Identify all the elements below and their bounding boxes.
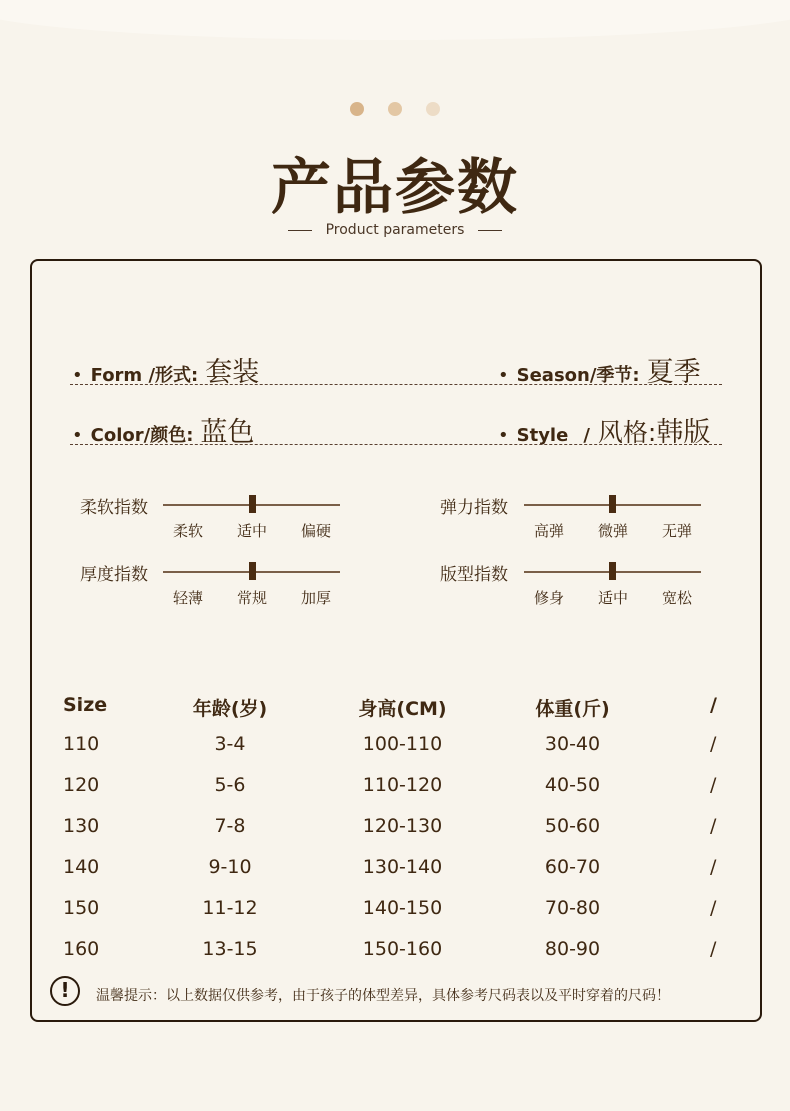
- dashed-divider: [70, 444, 722, 445]
- dot-icon: [426, 102, 440, 116]
- index-fit-marker: [609, 562, 616, 580]
- index-tick: 常规: [236, 589, 267, 607]
- bullet-icon: •: [498, 365, 509, 386]
- table-cell-weight: 80-90: [544, 938, 601, 960]
- dot-icon: [350, 102, 364, 116]
- attr-color-label: Color/颜色:: [90, 425, 194, 446]
- index-tick: 轻薄: [172, 589, 203, 607]
- table-cell-weight: 40-50: [544, 774, 601, 796]
- attr-color-value: 蓝色: [200, 417, 255, 448]
- attr-form-label: Form /形式:: [90, 365, 199, 386]
- table-cell-size: 150: [63, 897, 100, 919]
- attr-style-label: Style: [516, 425, 569, 446]
- subtitle-rule-right: [478, 230, 502, 231]
- table-cell-age: 3-4: [214, 733, 246, 755]
- subtitle-rule-left: [288, 230, 312, 231]
- index-tick: 高弹: [533, 522, 564, 540]
- dot-icon: [388, 102, 402, 116]
- attr-form-value: 套装: [205, 357, 260, 388]
- bullet-icon: •: [72, 365, 83, 386]
- index-thickness-label: 厚度指数: [80, 565, 148, 585]
- table-cell-size: 110: [63, 733, 100, 755]
- index-tick: 无弹: [661, 522, 692, 540]
- table-cell-height: 120-130: [362, 815, 443, 837]
- bullet-icon: •: [498, 425, 509, 446]
- index-tick: 修身: [533, 589, 564, 607]
- table-cell-weight: 50-60: [544, 815, 601, 837]
- table-cell-extra: /: [710, 938, 717, 960]
- decorative-dots: [350, 102, 450, 118]
- table-cell-size: 140: [63, 856, 100, 878]
- table-cell-height: 100-110: [362, 733, 443, 755]
- attr-season-value: 夏季: [646, 357, 701, 388]
- table-cell-height: 110-120: [362, 774, 443, 796]
- index-tick: 微弹: [597, 522, 628, 540]
- table-cell-size: 160: [63, 938, 100, 960]
- attr-season-label: Season/季节:: [516, 365, 640, 386]
- subtitle: [0, 222, 790, 238]
- size-table-header: 身高(CM): [358, 698, 447, 720]
- table-cell-age: 7-8: [214, 815, 246, 837]
- index-tick: 加厚: [300, 589, 331, 607]
- index-thickness-marker: [249, 562, 256, 580]
- table-cell-height: 150-160: [362, 938, 443, 960]
- table-cell-age: 13-15: [202, 938, 258, 960]
- table-cell-weight: 70-80: [544, 897, 601, 919]
- index-tick: 柔软: [172, 522, 203, 540]
- index-tick: 偏硬: [300, 522, 331, 540]
- table-cell-age: 9-10: [208, 856, 252, 878]
- size-table-header: Size: [63, 694, 108, 716]
- index-softness-label: 柔软指数: [80, 498, 148, 518]
- bullet-icon: •: [72, 425, 83, 446]
- table-cell-weight: 30-40: [544, 733, 601, 755]
- table-cell-extra: /: [710, 815, 717, 837]
- index-elasticity-marker: [609, 495, 616, 513]
- subtitle-text: Product parameters: [325, 222, 465, 238]
- table-cell-size: 130: [63, 815, 100, 837]
- table-cell-age: 11-12: [202, 897, 258, 919]
- index-elasticity-label: 弹力指数: [440, 498, 508, 518]
- page-title: 产品参数: [271, 153, 519, 223]
- exclamation-icon: !: [50, 976, 80, 1006]
- index-softness-marker: [249, 495, 256, 513]
- attr-style-value: 韩版: [656, 417, 711, 448]
- table-cell-height: 140-150: [362, 897, 443, 919]
- table-cell-extra: /: [710, 856, 717, 878]
- dashed-divider: [70, 384, 722, 385]
- index-tick: 适中: [597, 589, 628, 607]
- index-fit-label: 版型指数: [440, 565, 508, 585]
- table-cell-extra: /: [710, 733, 717, 755]
- table-cell-weight: 60-70: [544, 856, 601, 878]
- index-tick: 宽松: [661, 589, 692, 607]
- attr-style-cn: 风格:: [597, 418, 657, 447]
- table-cell-height: 130-140: [362, 856, 443, 878]
- top-decorative-band: [0, 0, 790, 40]
- notice-text: 温馨提示：以上数据仅供参考，由于孩子的体型差异，具体参考尺码表以及平时穿着的尺码！: [96, 988, 670, 1004]
- table-cell-size: 120: [63, 774, 100, 796]
- table-cell-age: 5-6: [214, 774, 246, 796]
- size-table-header: /: [710, 694, 717, 716]
- table-cell-extra: /: [710, 897, 717, 919]
- table-cell-extra: /: [710, 774, 717, 796]
- size-table-header: 年龄(岁): [192, 698, 268, 720]
- index-tick: 适中: [236, 522, 267, 540]
- size-table-header: 体重(斤): [535, 698, 610, 720]
- attr-style-sep: /: [583, 425, 590, 446]
